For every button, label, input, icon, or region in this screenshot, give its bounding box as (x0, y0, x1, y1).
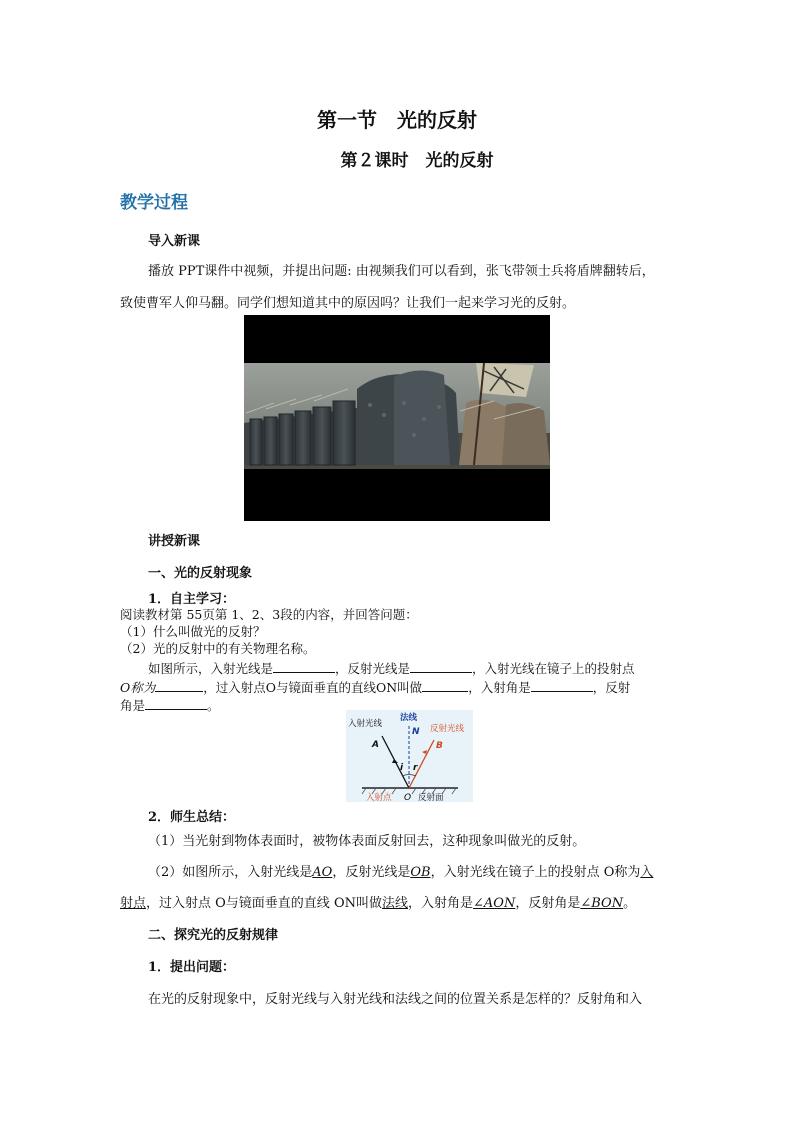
fill-text: ，入射角是 (468, 680, 531, 695)
part2-heading: 二、探究光的反射规律 (148, 928, 279, 943)
summary-heading: 2．师生总结： (148, 810, 236, 825)
reflected-arrow-icon (422, 750, 427, 754)
part1-heading: 一、光的反射现象 (148, 566, 253, 581)
fill-blank-line3 (120, 696, 220, 714)
summary-point-2-line1 (148, 861, 653, 880)
question-2: （2）光的反射中的有关物理名称。 (120, 641, 316, 656)
section-heading: 教学过程 (120, 193, 188, 213)
answer-blank[interactable] (422, 679, 468, 692)
fill-text: ，反射光线是 (335, 661, 411, 676)
part2-question-text: 在光的反射现象中，反射光线与入射光线和法线之间的位置关系是怎样的？反射角和入 (148, 992, 643, 1007)
summary-point-1: （1）当光射到物体表面时，被物体表面反射回去，这种现象叫做光的反射。 (148, 834, 586, 849)
answer-angle-aon: ∠AON (473, 896, 516, 911)
label-angle-i: i (400, 763, 404, 773)
summary-text: ，反射光线是 (332, 865, 411, 880)
label-point-a: A (372, 740, 379, 750)
fill-text: ，反射 (592, 680, 631, 695)
label-point-b: B (436, 741, 443, 751)
page-subtitle: 第２课时 光的反射 (340, 151, 494, 171)
fill-text: 角是 (120, 698, 146, 713)
fill-text: O称为 (120, 680, 156, 695)
answer-incidence-point-part2: 射点 (120, 896, 147, 911)
intro-heading: 导入新课 (148, 234, 201, 249)
label-normal: 法线 (400, 713, 418, 723)
summary-text: 。 (623, 896, 637, 911)
angle-arc (402, 775, 416, 777)
answer-blank[interactable] (273, 660, 335, 673)
label-point-o: O (404, 793, 412, 802)
answer-blank[interactable] (155, 679, 203, 692)
summary-text: （2）如图所示，入射光线是 (148, 865, 313, 880)
summary-text: ，过入射点 O与镜面垂直的直线 ON叫做 (146, 896, 382, 911)
answer-angle-bon: ∠BON (580, 896, 624, 911)
fill-text: ，入射光线在镜子上的投射点 (472, 661, 635, 676)
reflection-diagram (346, 710, 473, 802)
summary-text: ，入射角是 (408, 896, 474, 911)
answer-ao: AO (312, 865, 333, 880)
video-still[interactable] (244, 315, 550, 521)
fill-text: 如图所示，入射光线是 (148, 661, 274, 676)
part2-question-heading: 1．提出问题： (148, 960, 236, 975)
page-title: 第一节 光的反射 (317, 108, 477, 132)
answer-blank[interactable] (410, 660, 472, 673)
intro-paragraph-line1: 播放 PPT课件中视频，并提出问题: 由视频我们可以看到，张飞带领士兵将盾牌翻转后， (148, 264, 655, 279)
summary-point-2-line2 (120, 892, 636, 911)
label-reflected-ray: 反射光线 (430, 724, 465, 734)
self-study-heading: 1．自主学习： (148, 592, 236, 607)
intro-paragraph-line2: 致使曹军人仰马翻。同学们想知道其中的原因吗？让我们一起来学习光的反射。 (120, 296, 576, 311)
fill-text: ，过入射点O与镜面垂直的直线ON叫做 (203, 680, 423, 695)
video-frame-image (244, 315, 550, 521)
label-incidence-point: 入射点 (366, 793, 392, 802)
question-1: （1）什么叫做光的反射？ (120, 624, 266, 639)
label-point-n: N (412, 727, 420, 737)
summary-text: ，反射角是 (515, 896, 581, 911)
summary-text: ，入射光线在镜子上的投射点 O称为 (430, 865, 641, 880)
answer-ob: OB (410, 865, 431, 880)
label-reflecting-surface: 反射面 (418, 793, 444, 802)
reflection-diagram-svg (346, 710, 473, 802)
fill-blank-line2 (120, 678, 630, 696)
answer-blank[interactable] (145, 697, 207, 710)
answer-blank[interactable] (531, 679, 593, 692)
answer-incidence-point-part1: 入 (640, 865, 654, 880)
label-angle-r: r (413, 763, 418, 773)
fill-text: 。 (207, 698, 220, 713)
label-incident-ray: 入射光线 (348, 719, 383, 729)
lecture-heading: 讲授新课 (148, 534, 201, 549)
reading-instruction: 阅读教材第 55页第 1、2、3段的内容，并回答问题： (120, 607, 418, 622)
answer-normal: 法线 (381, 896, 408, 911)
incident-arrow-icon (392, 759, 398, 763)
fill-blank-line1 (148, 659, 635, 677)
